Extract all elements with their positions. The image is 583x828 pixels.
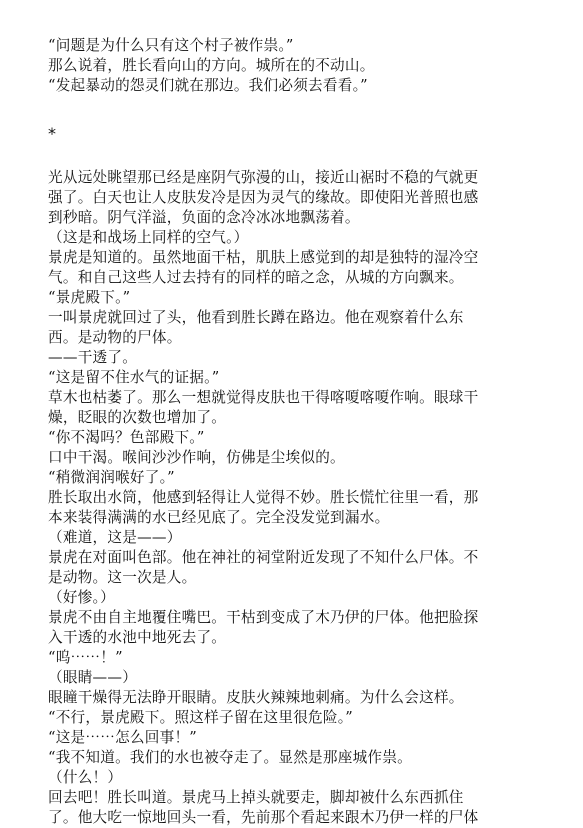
text-line: （眼睛——） (48, 669, 138, 686)
text-line: 是动物。这一次是人。 (48, 569, 197, 586)
text-line: 回去吧！胜长叫道。景虎马上掉头就要走，脚却被什么东西抓住 (48, 789, 464, 806)
text-line: “景虎殿下。” (48, 289, 131, 306)
text-line: （好惨。） (48, 589, 115, 606)
text-line: “你不渴吗？色部殿下。” (48, 429, 205, 446)
text-line: 了。他大吃一惊地回头一看，先前那个看起来跟木乃伊一样的尸体 (48, 809, 479, 826)
text-line: 口中干渴。喉间沙沙作响，仿佛是尘埃似的。 (48, 449, 345, 466)
opening-dialogue (48, 36, 553, 96)
text-line: “发起暴动的怨灵们就在那边。我们必须去看看。” (48, 77, 368, 94)
document-page (48, 36, 553, 828)
text-line: “问题是为什么只有这个村子被作祟。” (48, 37, 294, 54)
text-line: 到秒暗。阴气洋溢，负面的念冷冰冰地飘荡着。 (48, 209, 360, 226)
text-line: 景虎不由自主地覆住嘴巴。干枯到变成了木乃伊的尸体。他把脸探 (48, 609, 479, 626)
text-line: 景虎在对面叫色部。他在神社的祠堂附近发现了不知什么尸体。不 (48, 549, 479, 566)
text-line: 入干透的水池中地死去了。 (48, 629, 227, 646)
text-line: ——干透了。 (48, 349, 138, 366)
text-line: 本来装得满满的水已经见底了。完全没发觉到漏水。 (48, 509, 390, 526)
text-line: “这是留不住水气的证据。” (48, 369, 220, 386)
text-line: （难道，这是——） (48, 529, 182, 546)
text-line: 眼瞳干燥得无法睁开眼睛。皮肤火辣辣地刺痛。为什么会这样。 (48, 689, 464, 706)
text-line: 光从远处眺望那已经是座阴气弥漫的山，接近山裾时不稳的气就更 (48, 169, 479, 186)
text-line: 那么说着，胜长看向山的方向。城所在的不动山。 (48, 57, 375, 74)
text-line: （这是和战场上同样的空气。） (48, 229, 249, 246)
text-line: 西。是动物的尸体。 (48, 329, 182, 346)
main-passage (48, 168, 553, 828)
text-line: “呜⋯⋯！” (48, 649, 123, 666)
text-line: （什么！） (48, 769, 123, 786)
text-line: “稍微润润喉好了。” (48, 469, 175, 486)
section-separator: * (48, 124, 57, 143)
text-line: 草木也枯萎了。那么一想就觉得皮肤也干得喀嗄喀嗄作响。眼球干 (48, 389, 479, 406)
text-line: “不行，景虎殿下。照这样子留在这里很危险。” (48, 709, 353, 726)
text-line: “这是⋯⋯怎么回事！” (48, 729, 198, 746)
text-line: “我不知道。我们的水也被夺走了。显然是那座城作祟。 (48, 749, 412, 766)
text-line: 气。和自己这些人过去持有的同样的暗之念，从城的方向飘来。 (48, 269, 464, 286)
text-line: 燥，眨眼的次数也增加了。 (48, 409, 227, 426)
text-line: 强了。白天也让人皮肤发冷是因为灵气的缘故。即使阳光普照也感 (48, 189, 479, 206)
text-line: 一叫景虎就回过了头，他看到胜长蹲在路边。他在观察着什么东 (48, 309, 464, 326)
text-line: 景虎是知道的。虽然地面干枯，肌肤上感觉到的却是独特的湿冷空 (48, 249, 479, 266)
text-line: 胜长取出水筒，他感到轻得让人觉得不妙。胜长慌忙往里一看，那 (48, 489, 479, 506)
